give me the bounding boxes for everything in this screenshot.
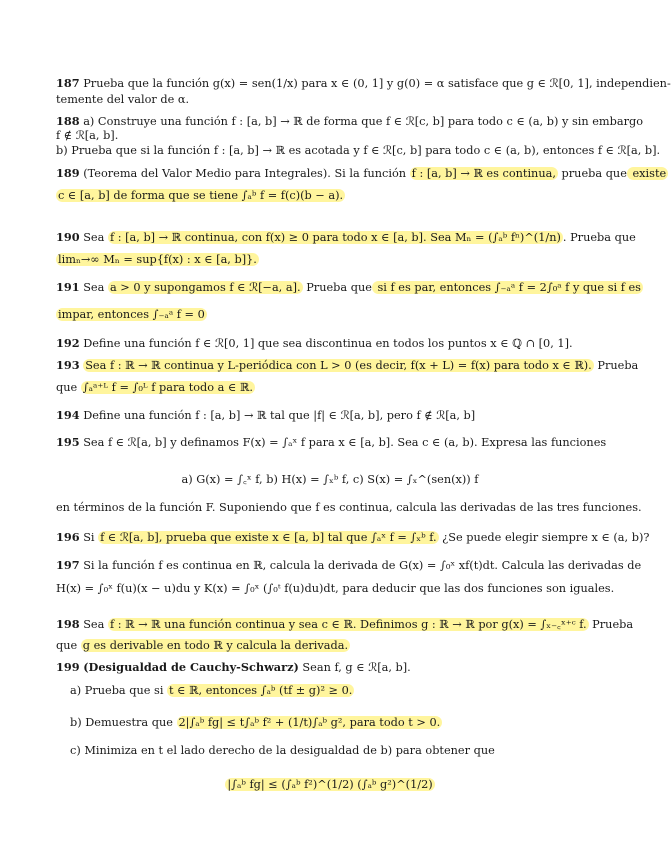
exercise-text: prueba que (557, 167, 627, 180)
exercise-number: 193 (56, 358, 80, 372)
exercise-number: 191 (56, 280, 80, 294)
exercise-195-line-3 (56, 501, 642, 515)
exercise-text: Si la función f es continua en ℝ, calcula la derivada de G(x) = ∫₀ˣ xf(t)dt. Calcula las derivadas de (83, 559, 642, 572)
exercise-199-part-b (70, 716, 604, 730)
exercise-number: 192 (56, 336, 80, 350)
highlight: a > 0 y supongamos f ∈ ℛ[−a, a]. (109, 281, 301, 294)
exercise-187-line-2 (56, 93, 604, 107)
highlight: f ∈ ℛ[a, b], prueba que existe x ∈ [a, b] tal que ∫ₐˣ f = ∫ₓᵇ f. (100, 531, 437, 544)
exercise-195-line-1 (56, 435, 607, 450)
highlight: 2|∫ₐᵇ fg| ≤ t∫ₐᵇ f² + (1/t)∫ₐᵇ g², para todo t > 0. (178, 716, 441, 729)
highlight: |∫ₐᵇ fg| ≤ (∫ₐᵇ f²)^(1/2) (∫ₐᵇ g²)^(1/2) (227, 778, 433, 791)
exercise-text: Prueba (593, 359, 639, 372)
highlight: Sea f : ℝ → ℝ continua y L-periódica con L > 0 (es decir, f(x + L) = f(x) para todo x ∈ ℝ). (85, 359, 592, 372)
highlight: existe (628, 167, 667, 180)
highlight: si f es par, entonces ∫₋ₐᵃ f = 2∫₀ᵃ f y que si f es (373, 281, 641, 294)
exercise-188-line-3 (56, 144, 661, 158)
highlight: t ∈ ℝ, entonces ∫ₐᵇ (tf ± g)² ≥ 0. (169, 684, 353, 697)
exercise-text: Sea (83, 618, 108, 631)
highlight: f : ℝ → ℝ una función continua y sea c ∈ ℝ. Definimos g : ℝ → ℝ por g(x) = ∫ₓ₋꜀ˣ⁺ᶜ f. (109, 618, 587, 631)
exercise-189-line-2 (56, 189, 604, 203)
exercise-192-line-1 (56, 336, 604, 351)
exercise-195-formulas (56, 473, 604, 487)
exercise-number: 188 (56, 114, 80, 128)
exercise-187-line-1 (56, 76, 671, 91)
exercise-text: Define una función f ∈ ℛ[0, 1] que sea discontinua en todos los puntos x ∈ ℚ ∩ [0, 1]. (83, 337, 573, 350)
highlight: limₙ→∞ Mₙ = sup{f(x) : x ∈ [a, b]}. (58, 253, 257, 266)
exercise-199-part-a (70, 684, 604, 698)
exercise-text: a) Prueba que si (70, 684, 168, 697)
exercise-193-line-2 (56, 381, 604, 395)
exercise-text: a) G(x) = ∫꜀ˣ f, b) H(x) = ∫ₓᵇ f, c) S(x) = ∫ₓ^(sen(x)) f (181, 473, 479, 486)
exercise-text: Sea (83, 281, 108, 294)
exercise-text: b) Prueba que si la función f : [a, b] → ℝ es acotada y f ∈ ℛ[c, b] para todo c ∈ (a, b), entonces f ∈ ℛ[a, b]. (56, 144, 661, 157)
exercise-text: H(x) = ∫₀ˣ f(u)(x − u)du y K(x) = ∫₀ˣ (∫₀ᵗ f(u)du)dt, para deducir que las dos funciones son iguales. (56, 582, 615, 595)
exercise-text: que (56, 381, 81, 394)
exercise-number: 187 (56, 76, 80, 90)
exercise-number: 194 (56, 408, 80, 422)
exercise-text: Prueba (588, 618, 634, 631)
highlight: g es derivable en todo ℝ y calcula la derivada. (82, 639, 349, 652)
exercise-text: f ∉ ℛ[a, b]. (56, 129, 119, 142)
exercise-number: 197 (56, 558, 80, 572)
exercise-190-line-2 (56, 253, 604, 267)
exercise-189-line-1 (56, 166, 667, 181)
exercise-text: b) Demuestra que (70, 716, 177, 729)
exercise-197-line-2 (56, 582, 615, 596)
exercise-190-line-1 (56, 230, 636, 245)
exercise-194-line-1 (56, 408, 604, 423)
exercise-number: 189 (56, 166, 80, 180)
exercise-198-line-1 (56, 617, 634, 632)
exercise-193-line-1 (56, 358, 639, 373)
exercise-text: Sea f ∈ ℛ[a, b] y definamos F(x) = ∫ₐˣ f para x ∈ [a, b]. Sea c ∈ (a, b). Expresa las funciones (83, 436, 607, 449)
exercise-text: (Teorema del Valor Medio para Integrales). Si la función (83, 167, 410, 180)
exercise-number: 198 (56, 617, 80, 631)
exercise-text: ¿Se puede elegir siempre x ∈ (a, b)? (438, 531, 650, 544)
highlight: f : [a, b] → ℝ continua, con f(x) ≥ 0 para todo x ∈ [a, b]. Sea Mₙ = (∫ₐᵇ fⁿ)^(1/n) (109, 231, 561, 244)
exercise-188-line-2 (56, 129, 604, 143)
exercise-text: c) Minimiza en t el lado derecho de la desigualdad de b) para obtener que (70, 744, 495, 757)
exercise-199-part-c (70, 744, 604, 758)
exercise-title: (Desigualdad de Cauchy-Schwarz) (83, 660, 299, 674)
exercise-199-result (56, 778, 604, 792)
exercise-text: Sean f, g ∈ ℛ[a, b]. (298, 661, 411, 674)
highlight: c ∈ [a, b] de forma que se tiene ∫ₐᵇ f = f(c)(b − a). (58, 189, 344, 202)
highlight: impar, entonces ∫₋ₐᵃ f = 0 (58, 308, 205, 321)
exercise-text: temente del valor de α. (56, 93, 190, 106)
exercise-text: Si (83, 531, 99, 544)
exercise-number: 190 (56, 230, 80, 244)
exercise-197-line-1 (56, 558, 642, 573)
exercise-198-line-2 (56, 639, 604, 653)
highlight: f : [a, b] → ℝ es continua, (411, 167, 556, 180)
exercise-number: 195 (56, 435, 80, 449)
exercise-text: Prueba que la función g(x) = sen(1/x) para x ∈ (0, 1] y g(0) = α satisface que g ∈ ℛ[0, 1], independien- (83, 77, 671, 90)
exercise-text: que (56, 639, 81, 652)
exercise-188-line-1 (56, 114, 644, 129)
exercise-number: 196 (56, 530, 80, 544)
exercise-199-line-1 (56, 660, 604, 675)
exercise-text: Prueba que (302, 281, 372, 294)
exercise-text: en términos de la función F. Suponiendo que f es continua, calcula las derivadas de las tres funciones. (56, 501, 642, 514)
exercise-text: Define una función f : [a, b] → ℝ tal que |f| ∈ ℛ[a, b], pero f ∉ ℛ[a, b] (83, 409, 476, 422)
exercise-191-line-2 (56, 308, 604, 322)
exercise-text: a) Construye una función f : [a, b] → ℝ de forma que f ∈ ℛ[c, b] para todo c ∈ (a, b) y sin embargo (83, 115, 644, 128)
exercise-text: . Prueba que (562, 231, 636, 244)
exercise-number: 199 (56, 660, 80, 674)
exercise-191-line-1 (56, 280, 641, 295)
highlight: ∫ₐᵃ⁺ᴸ f = ∫₀ᴸ f para todo a ∈ ℝ. (82, 381, 253, 394)
exercise-text: Sea (83, 231, 108, 244)
exercise-196-line-1 (56, 530, 650, 545)
